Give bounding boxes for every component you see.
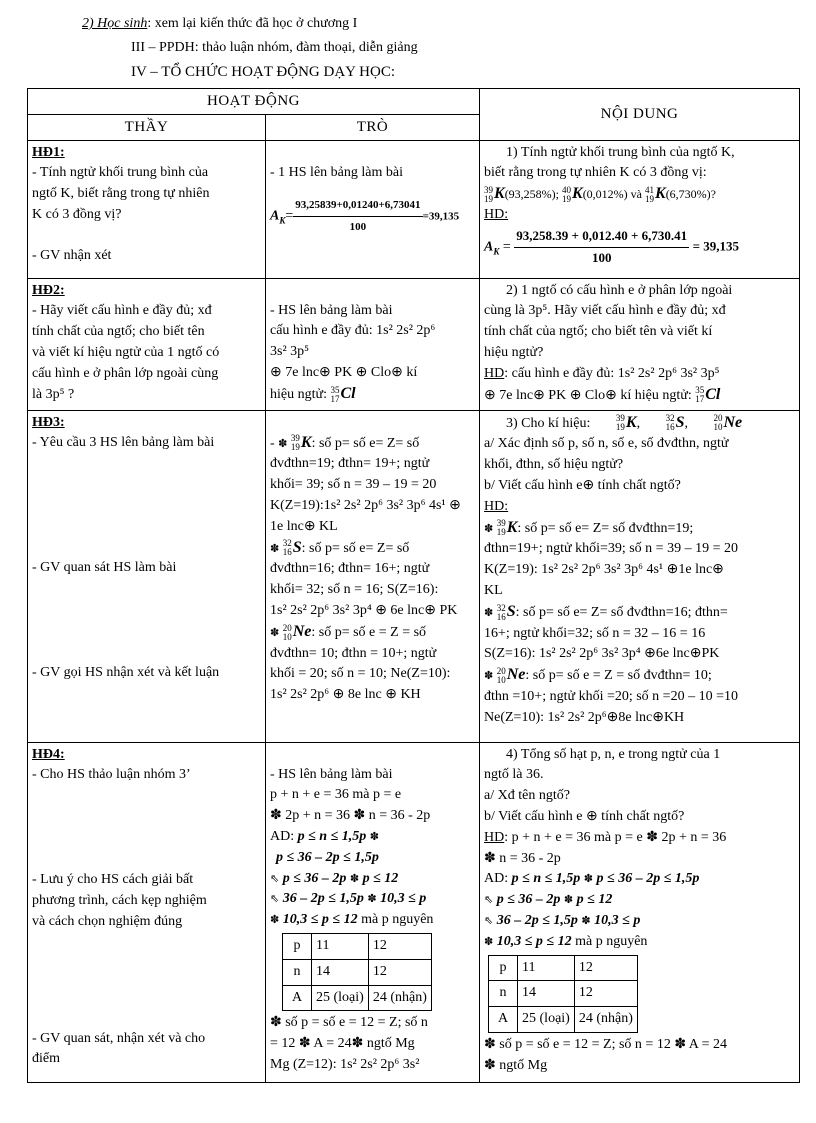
hd1-teacher-line: ngtố K, biết rằng trong tự nhiên <box>32 186 210 202</box>
solution-table <box>488 955 638 1033</box>
hd3-hd-label: HD: <box>484 498 509 514</box>
cell: 11 <box>518 955 575 981</box>
iso-z: 16 <box>282 547 292 558</box>
hd1-teacher-line: - Tính ngtử khối trung bình của <box>32 165 209 181</box>
hd2-student-line: - HS lên bảng làm bài <box>270 302 393 318</box>
hd3-student-line: 1e lnc⊕ KL <box>270 518 338 534</box>
iso-sym: K <box>625 413 637 431</box>
hd2-student-symbol <box>270 384 475 406</box>
cell: A <box>283 985 312 1011</box>
hd4-content-line: ✽ ngtố Mg <box>484 1057 548 1073</box>
hd3-content-line: S(Z=16): 1s² 2s² 2p⁶ 3s² 3p⁴ ⊕6e lnc⊕PK <box>484 646 720 662</box>
hd2-student-line: ⊕ 7e lnc⊕ PK ⊕ Clo⊕ kí <box>270 364 418 380</box>
iso-z: 19 <box>645 194 655 205</box>
iso-sym: K <box>655 185 666 203</box>
iso-z: 10 <box>496 674 506 685</box>
ineq: p ≤ 12 <box>362 870 399 886</box>
cell: 24 (nhận) <box>574 1007 637 1033</box>
hd2-student-line: cấu hình e đầy đủ: 1s² 2s² 2p⁶ <box>270 323 436 339</box>
iso-mass: 20 <box>713 413 723 424</box>
ineq: p ≤ 36 – 2p ≤ 1,5p <box>596 871 700 887</box>
hd3-student-line: đvđthn=16; đthn= 16+; ngtử <box>270 561 430 577</box>
hd3-content-line: đthn=19+; ngtử khối=39; số n = 39 – 19 = 20 <box>484 541 738 557</box>
solution-table <box>282 933 432 1011</box>
hd4-student-line: ✽ số p = số e = 12 = Z; số n <box>270 1015 428 1031</box>
ineq: 36 – 2p ≤ 1,5p <box>282 891 364 907</box>
hd3-teacher-line: - GV gọi HS nhận xét và kết luận <box>32 664 220 680</box>
hd2-student-line: hiệu ngtử: <box>270 386 327 402</box>
hd3-teacher-line: - GV quan sát HS làm bài <box>32 560 177 576</box>
hd3-content-line: KL <box>484 582 503 598</box>
iso-z: 19 <box>496 527 506 538</box>
iso-sym: Ne <box>506 666 526 684</box>
cell: p <box>283 933 312 959</box>
header-line-3: IV – TỔ CHỨC HOẠT ĐỘNG DẠY HỌC: <box>131 64 396 80</box>
frac-num: 93,25839+0,01240+6,73041 <box>293 195 422 217</box>
hd3-content-line: đthn =10+; ngtử khối =20; số n =20 – 10 =10 <box>484 688 738 704</box>
iso-sym: S <box>292 538 302 556</box>
hd2-student <box>266 278 480 410</box>
hd3-student-line: khối= 32; số n = 16; S(Z=16): <box>270 582 439 598</box>
cell: 12 <box>368 933 431 959</box>
hd3-student-line: đvđthn= 10; đthn = 10+; ngtử <box>270 645 437 661</box>
hd1-title: HĐ1: <box>32 144 65 160</box>
hd3-teacher <box>28 410 266 742</box>
iso-mass: 40 <box>562 185 572 196</box>
hd3-content-line: K(Z=19): 1s² 2s² 2p⁶ 3s² 3p⁶ 4s¹ ⊕1e lnc⊕ <box>484 562 724 578</box>
header-line-1 <box>82 16 357 32</box>
iso-mass: 39 <box>484 185 494 196</box>
hd3-content: 3) Cho kí hiệu: 39 19 K, 32 16 S, 20 10 Ne a/ Xác định số p, số n, số e, số đvđthn, ngtử khối, đthn, số hiệu ngtử? b/ Viết cấu hình e⊕ tính chất ngtố? HD: ✽ 39 19 K: số p= số e= Z= số đvđthn=19; đthn=19+; ngtử khối=39; số n = 39 – 19 = 20 K(Z=19): 1s² 2s² 2p⁶ 3s² 3p⁶ 4s¹ ⊕1e lnc⊕ KL ✽ 32 16 S: số p= số e= Z= số đvđthn=16; đthn= 16+; ngtử khối=32; số n = 32 – 16 = 16 S(Z=16): 1s² 2s² 2p⁶ 3s² 3p⁴ ⊕6e lnc⊕PK ✽ 20 10 Ne: số p= số e = Z = số đvđthn= 10; đthn =10+; ngtử khối =20; số n =20 – 10 =10 Ne(Z=10): 1s² 2s² 2p⁶⊕8e lnc⊕KH <box>480 410 800 742</box>
iso-z: 10 <box>713 422 723 433</box>
iso-z: 19 <box>615 422 625 433</box>
hd2-student-line: 3s² 3p⁵ <box>270 344 310 360</box>
ineq: 10,3 ≤ p <box>594 912 641 928</box>
hd4-title: HĐ4: <box>32 746 65 762</box>
head-content: NỘI DUNG <box>480 89 800 141</box>
hd4-teacher-line: và cách chọn nghiệm đúng <box>32 913 183 929</box>
iso-mass: 39 <box>496 518 506 529</box>
hd3-student-line: K(Z=19):1s² 2s² 2p⁶ 3s² 3p⁶ 4s¹ ⊕ <box>270 497 461 513</box>
hd4-content: 4) Tổng số hạt p, n, e trong ngtử của 1 ngtố là 36. a/ Xđ tên ngtố? b/ Viết cấu hình e ⊕ tính chất ngtố? HD: p + n + e = 36 mà p = e ✽ 2p + n = 36 ✽ n = 36 - 2p AD: p ≤ n ≤ 1,5p ✽ p ≤ 36 – 2p ≤ 1,5p ⇖ p ≤ 36 – 2p ✽ p ≤ 12 ⇖ 36 – 2p ≤ 1,5p ✽ 10,3 ≤ p ✽ 10,3 ≤ p ≤ 12 mà p nguyên p 11 12 n 14 12 A 25 (loại) 24 (nhận) ✽ số p = số e = 12 = Z; số n = 12 ✽ A = 24 ✽ ngtố Mg <box>480 742 800 1082</box>
hd3-content-line: : số p= số e= Z= số đvđthn=19; <box>517 520 694 536</box>
ineq: p ≤ 12 <box>576 892 613 908</box>
iso-z: 17 <box>330 393 340 404</box>
head-activity: HOẠT ĐỘNG <box>28 89 480 115</box>
iso-sym: Ne <box>292 622 312 640</box>
ineq: 10,3 ≤ p ≤ 12 <box>282 912 358 928</box>
hd4-student-line: p + n + e = 36 mà p = e <box>270 787 402 803</box>
hd4-student-line: AD: <box>270 828 295 844</box>
hd4-student-line: mà p nguyên <box>361 912 434 928</box>
hd4-teacher-line: - GV quan sát, nhận xét và cho <box>32 1030 206 1046</box>
iso-sym: K <box>506 518 518 536</box>
ineq: 10,3 ≤ p <box>380 891 427 907</box>
iso-mass: 39 <box>290 433 300 444</box>
hd2-title: HĐ2: <box>32 282 65 298</box>
cell: 12 <box>368 959 431 985</box>
hd1-student-line: - 1 HS lên bảng làm bài <box>270 164 403 180</box>
hd4-content-line: AD: <box>484 871 509 887</box>
iso-z: 17 <box>695 394 705 405</box>
cell: 25 (loại) <box>518 1007 575 1033</box>
iso-sym: S <box>506 602 516 620</box>
hd1-isotopes: 39 19 K(93,258%); 40 19 K(0,012%) và 41 19 K(6,730%)? <box>484 185 717 205</box>
hd2-content-line: hiệu ngtử? <box>484 344 544 360</box>
hd3-content-line: khối, đthn, số hiệu ngtử? <box>484 457 624 473</box>
hd1-content-formula: $A_K$ = $\frac{93,258.39 + 0,012.40 + 6,730.41}{100}$ = 39,135 <box>484 226 795 269</box>
iso-z: 19 <box>290 442 300 453</box>
frac-result: =39,135 <box>422 210 460 223</box>
iso-sym: S <box>675 413 685 431</box>
iso-sym: Cl <box>340 384 356 402</box>
hd2-content-line: 2) 1 ngtố có cấu hình e ở phân lớp ngoài <box>506 282 733 298</box>
cell: A <box>489 1007 518 1033</box>
hd3-content-line: b/ Viết cấu hình e⊕ tính chất ngtố? <box>484 477 681 493</box>
frac-result: = 39,135 <box>692 238 740 254</box>
header-line-2: III – PPDH: thảo luận nhóm, đàm thoại, diễn giảng <box>131 40 418 55</box>
hd4-student-line: - HS lên bảng làm bài <box>270 766 393 782</box>
iso-mass: 32 <box>496 602 506 613</box>
hd3-student-line: : số p= số e = Z = số <box>311 624 427 640</box>
hd1-student-formula: $A_K=$ $\frac{93,25839+0,01240+6,73041}{100}$ =39,135 <box>270 195 475 238</box>
hd3-student-line: : số p= số e= Z= số <box>301 540 410 556</box>
hd4-content-line: 4) Tổng số hạt p, n, e trong ngtử của 1 <box>506 746 721 762</box>
ineq: p ≤ n ≤ 1,5p <box>297 828 367 844</box>
hd4-content-line: : p + n + e = 36 mà p = e ✽ 2p + n = 36 <box>504 829 727 845</box>
hd2-content-line: cùng là 3p⁵. Hãy viết cấu hình e đầy đủ; xđ <box>484 303 726 319</box>
iso-mass: 39 <box>615 413 625 424</box>
frac-num: 93,258.39 + 0,012.40 + 6,730.41 <box>514 226 689 248</box>
hd2-teacher-line: cấu hình e ở phân lớp ngoài cùng <box>32 365 219 381</box>
hd1-hd-label: HD: <box>484 206 509 222</box>
hd3-student-line: : số p= số e= Z= số <box>311 435 420 451</box>
hd2-teacher-line: - Hãy viết cấu hình e đầy đủ; xđ <box>32 303 212 319</box>
hd1-teacher-line: - GV nhận xét <box>32 247 112 263</box>
cell: 24 (nhận) <box>368 985 431 1011</box>
frac-den: 100 <box>591 249 612 265</box>
iso-sym: K <box>494 185 505 203</box>
cell: 11 <box>312 933 369 959</box>
cell: n <box>489 981 518 1007</box>
hd4-hd-label: HD <box>484 829 505 845</box>
iso-mass: 32 <box>665 413 675 424</box>
hd2-teacher-line: là 3p⁵ ? <box>32 386 75 402</box>
hd1-teacher-line: K có 3 đồng vị? <box>32 206 122 222</box>
iso-mass: 20 <box>496 665 506 676</box>
head-student: TRÒ <box>266 114 480 140</box>
hd3-content-line: Ne(Z=10): 1s² 2s² 2p⁶⊕8e lnc⊕KH <box>484 709 685 725</box>
hd4-content-line: ✽ n = 36 - 2p <box>484 850 561 866</box>
hd2-content: 2) 1 ngtố có cấu hình e ở phân lớp ngoài cùng là 3p⁵. Hãy viết cấu hình e đầy đủ; xđ tính chất của ngtố; cho biết tên và viết kí hiệu ngtử? HD: cấu hình e đầy đủ: 1s² 2s² 2p⁶ 3s² 3p⁵ ⊕ 7e lnc⊕ PK ⊕ Clo⊕ kí hiệu ngtử: 35 17 Cl <box>480 278 800 410</box>
hd2-teacher-line: và viết kí hiệu ngtử của 1 ngtố có <box>32 344 220 360</box>
ineq: 36 – 2p ≤ 1,5p <box>496 912 578 928</box>
cell: n <box>283 959 312 985</box>
hd4-teacher-line: - Lưu ý cho HS cách giải bất <box>32 872 194 888</box>
iso-z: 16 <box>665 422 675 433</box>
iso-sym: K <box>572 185 583 203</box>
ineq: p ≤ 36 – 2p <box>282 870 347 886</box>
iso-sym: Cl <box>705 385 721 403</box>
hd3-content-line: : số p= số e= Z= số đvđthn=16; đthn= <box>515 604 728 620</box>
iso-mass: 35 <box>695 385 705 396</box>
hd4-student-line: = 12 ✽ A = 24✽ ngtố Mg <box>270 1036 415 1052</box>
hd3-student-line: khối = 20; số n = 10; Ne(Z=10): <box>270 666 451 682</box>
hd1-content-line: biết rằng trong tự nhiên K có 3 đồng vị: <box>484 165 707 181</box>
hd3-content-line: 16+; ngtử khối=32; số n = 32 – 16 = 16 <box>484 625 706 641</box>
cell: 12 <box>574 955 637 981</box>
hd2-hd-label: HD <box>484 365 505 381</box>
cell: 14 <box>312 959 369 985</box>
hd4-teacher-line: phương trình, cách kẹp nghiệm <box>32 892 207 908</box>
iso-mass: 20 <box>282 622 292 633</box>
hd3-student-line: 1s² 2s² 2p⁶ 3s² 3p⁴ ⊕ 6e lnc⊕ PK <box>270 602 458 618</box>
hd3-content-line: a/ Xác định số p, số n, số e, số đvđthn, ngtử <box>484 436 729 452</box>
cell: 14 <box>518 981 575 1007</box>
hd3-student-line: khối= 39; số n = 39 – 19 = 20 <box>270 477 437 493</box>
ineq: p ≤ 36 – 2p ≤ 1,5p <box>276 849 379 865</box>
cell: 12 <box>574 981 637 1007</box>
iso-z: 10 <box>282 631 292 642</box>
cell: p <box>489 955 518 981</box>
hd4-content-line: mà p nguyên <box>575 933 648 949</box>
hd4-student-line: Mg (Z=12): 1s² 2s² 2p⁶ 3s² <box>270 1056 420 1072</box>
hd2-content-line: cấu hình e đầy đủ: 1s² 2s² 2p⁶ 3s² 3p⁵ <box>511 365 720 381</box>
hd1-content <box>480 140 800 278</box>
hd1-teacher <box>28 140 266 278</box>
hd4-student-line: ✽ 2p + n = 36 ✽ n = 36 - 2p <box>270 808 431 824</box>
hd4-content-line: a/ Xđ tên ngtố? <box>484 788 570 804</box>
ineq: p ≤ n ≤ 1,5p <box>511 871 581 887</box>
iso-mass: 41 <box>645 185 655 196</box>
hd1-content-line: 1) Tính ngtử khối trung bình của ngtố K, <box>506 144 735 160</box>
hd2-teacher-line: tính chất của ngtố; cho biết tên <box>32 324 205 340</box>
iso-z: 19 <box>484 194 494 205</box>
iso-sym: K <box>300 433 312 451</box>
iso-sym: Ne <box>723 413 743 431</box>
hd2-content-line: tính chất của ngtố; cho biết tên và viết kí <box>484 324 713 340</box>
hd4-teacher-line: điểm <box>32 1051 60 1067</box>
ineq: p ≤ 36 – 2p <box>496 892 561 908</box>
hd4-student: - HS lên bảng làm bài p + n + e = 36 mà p = e ✽ 2p + n = 36 ✽ n = 36 - 2p AD: p ≤ n ≤ 1,5p ✽ p ≤ 36 – 2p ≤ 1,5p ⇖ p ≤ 36 – 2p ✽ p ≤ 12 ⇖ 36 – 2p ≤ 1,5p ✽ 10,3 ≤ p ✽ 10,3 ≤ p ≤ 12 mà p nguyên p 11 12 n 14 12 A 25 (loại) 24 (nhận) ✽ số p = số e = 12 = Z; số n = 12 ✽ A = 24✽ ngtố Mg Mg (Z=12): 1s² 2s² 2p⁶ 3s² <box>266 742 480 1082</box>
hd4-content-line: ✽ số p = số e = 12 = Z; số n = 12 ✽ A = 24 <box>484 1036 728 1052</box>
hd2-teacher <box>28 278 266 410</box>
head-teacher: THẦY <box>28 114 266 140</box>
iso-z: 19 <box>562 194 572 205</box>
iso-z: 16 <box>496 611 506 622</box>
iso-mass: 35 <box>330 384 340 395</box>
hd1-student <box>266 140 480 278</box>
hd3-teacher-line: - Yêu cầu 3 HS lên bảng làm bài <box>32 435 215 451</box>
hd4-content-line: b/ Viết cấu hình e ⊕ tính chất ngtố? <box>484 808 685 824</box>
ineq: 10,3 ≤ p ≤ 12 <box>496 933 572 949</box>
hd4-teacher-line: - Cho HS thảo luận nhóm 3’ <box>32 767 191 783</box>
hd2-content-line: ⊕ 7e lnc⊕ PK ⊕ Clo⊕ kí hiệu ngtử: <box>484 387 692 403</box>
hd3-student-line: 1s² 2s² 2p⁶ ⊕ 8e lnc ⊕ KH <box>270 687 421 703</box>
hd3-student: - ✽ 39 19 K: số p= số e= Z= số đvđthn=19; đthn= 19+; ngtử khối= 39; số n = 39 – 19 = 20 K(Z=19):1s² 2s² 2p⁶ 3s² 3p⁶ 4s¹ ⊕ 1e lnc⊕ KL ✽ 32 16 S: số p= số e= Z= số đvđthn=16; đthn= 16+; ngtử khối= 32; số n = 16; S(Z=16): 1s² 2s² 2p⁶ 3s² 3p⁴ ⊕ 6e lnc⊕ PK ✽ 20 10 Ne: số p= số e = Z = số đvđthn= 10; đthn = 10+; ngtử khối = 20; số n = 10; Ne(Z=10): 1s² 2s² 2p⁶ ⊕ 8e lnc ⊕ KH <box>266 410 480 742</box>
hd3-student-line: đvđthn=19; đthn= 19+; ngtử <box>270 456 430 472</box>
student-label: 2) Học sinh <box>82 16 148 31</box>
frac-den: 100 <box>349 221 367 234</box>
hd3-title: HĐ3: <box>32 414 65 430</box>
hd3-content-question: 3) Cho kí hiệu: <box>506 415 591 431</box>
hd3-content-line: : số p= số e = Z = số đvđthn= 10; <box>525 668 712 684</box>
activity-table <box>27 88 800 1083</box>
hd4-content-line: ngtố là 36. <box>484 767 544 783</box>
cell: 25 (loại) <box>312 985 369 1011</box>
iso-mass: 32 <box>282 538 292 549</box>
hd4-teacher <box>28 742 266 1082</box>
student-text: : xem lại kiến thức đã học ở chương I <box>147 16 358 31</box>
